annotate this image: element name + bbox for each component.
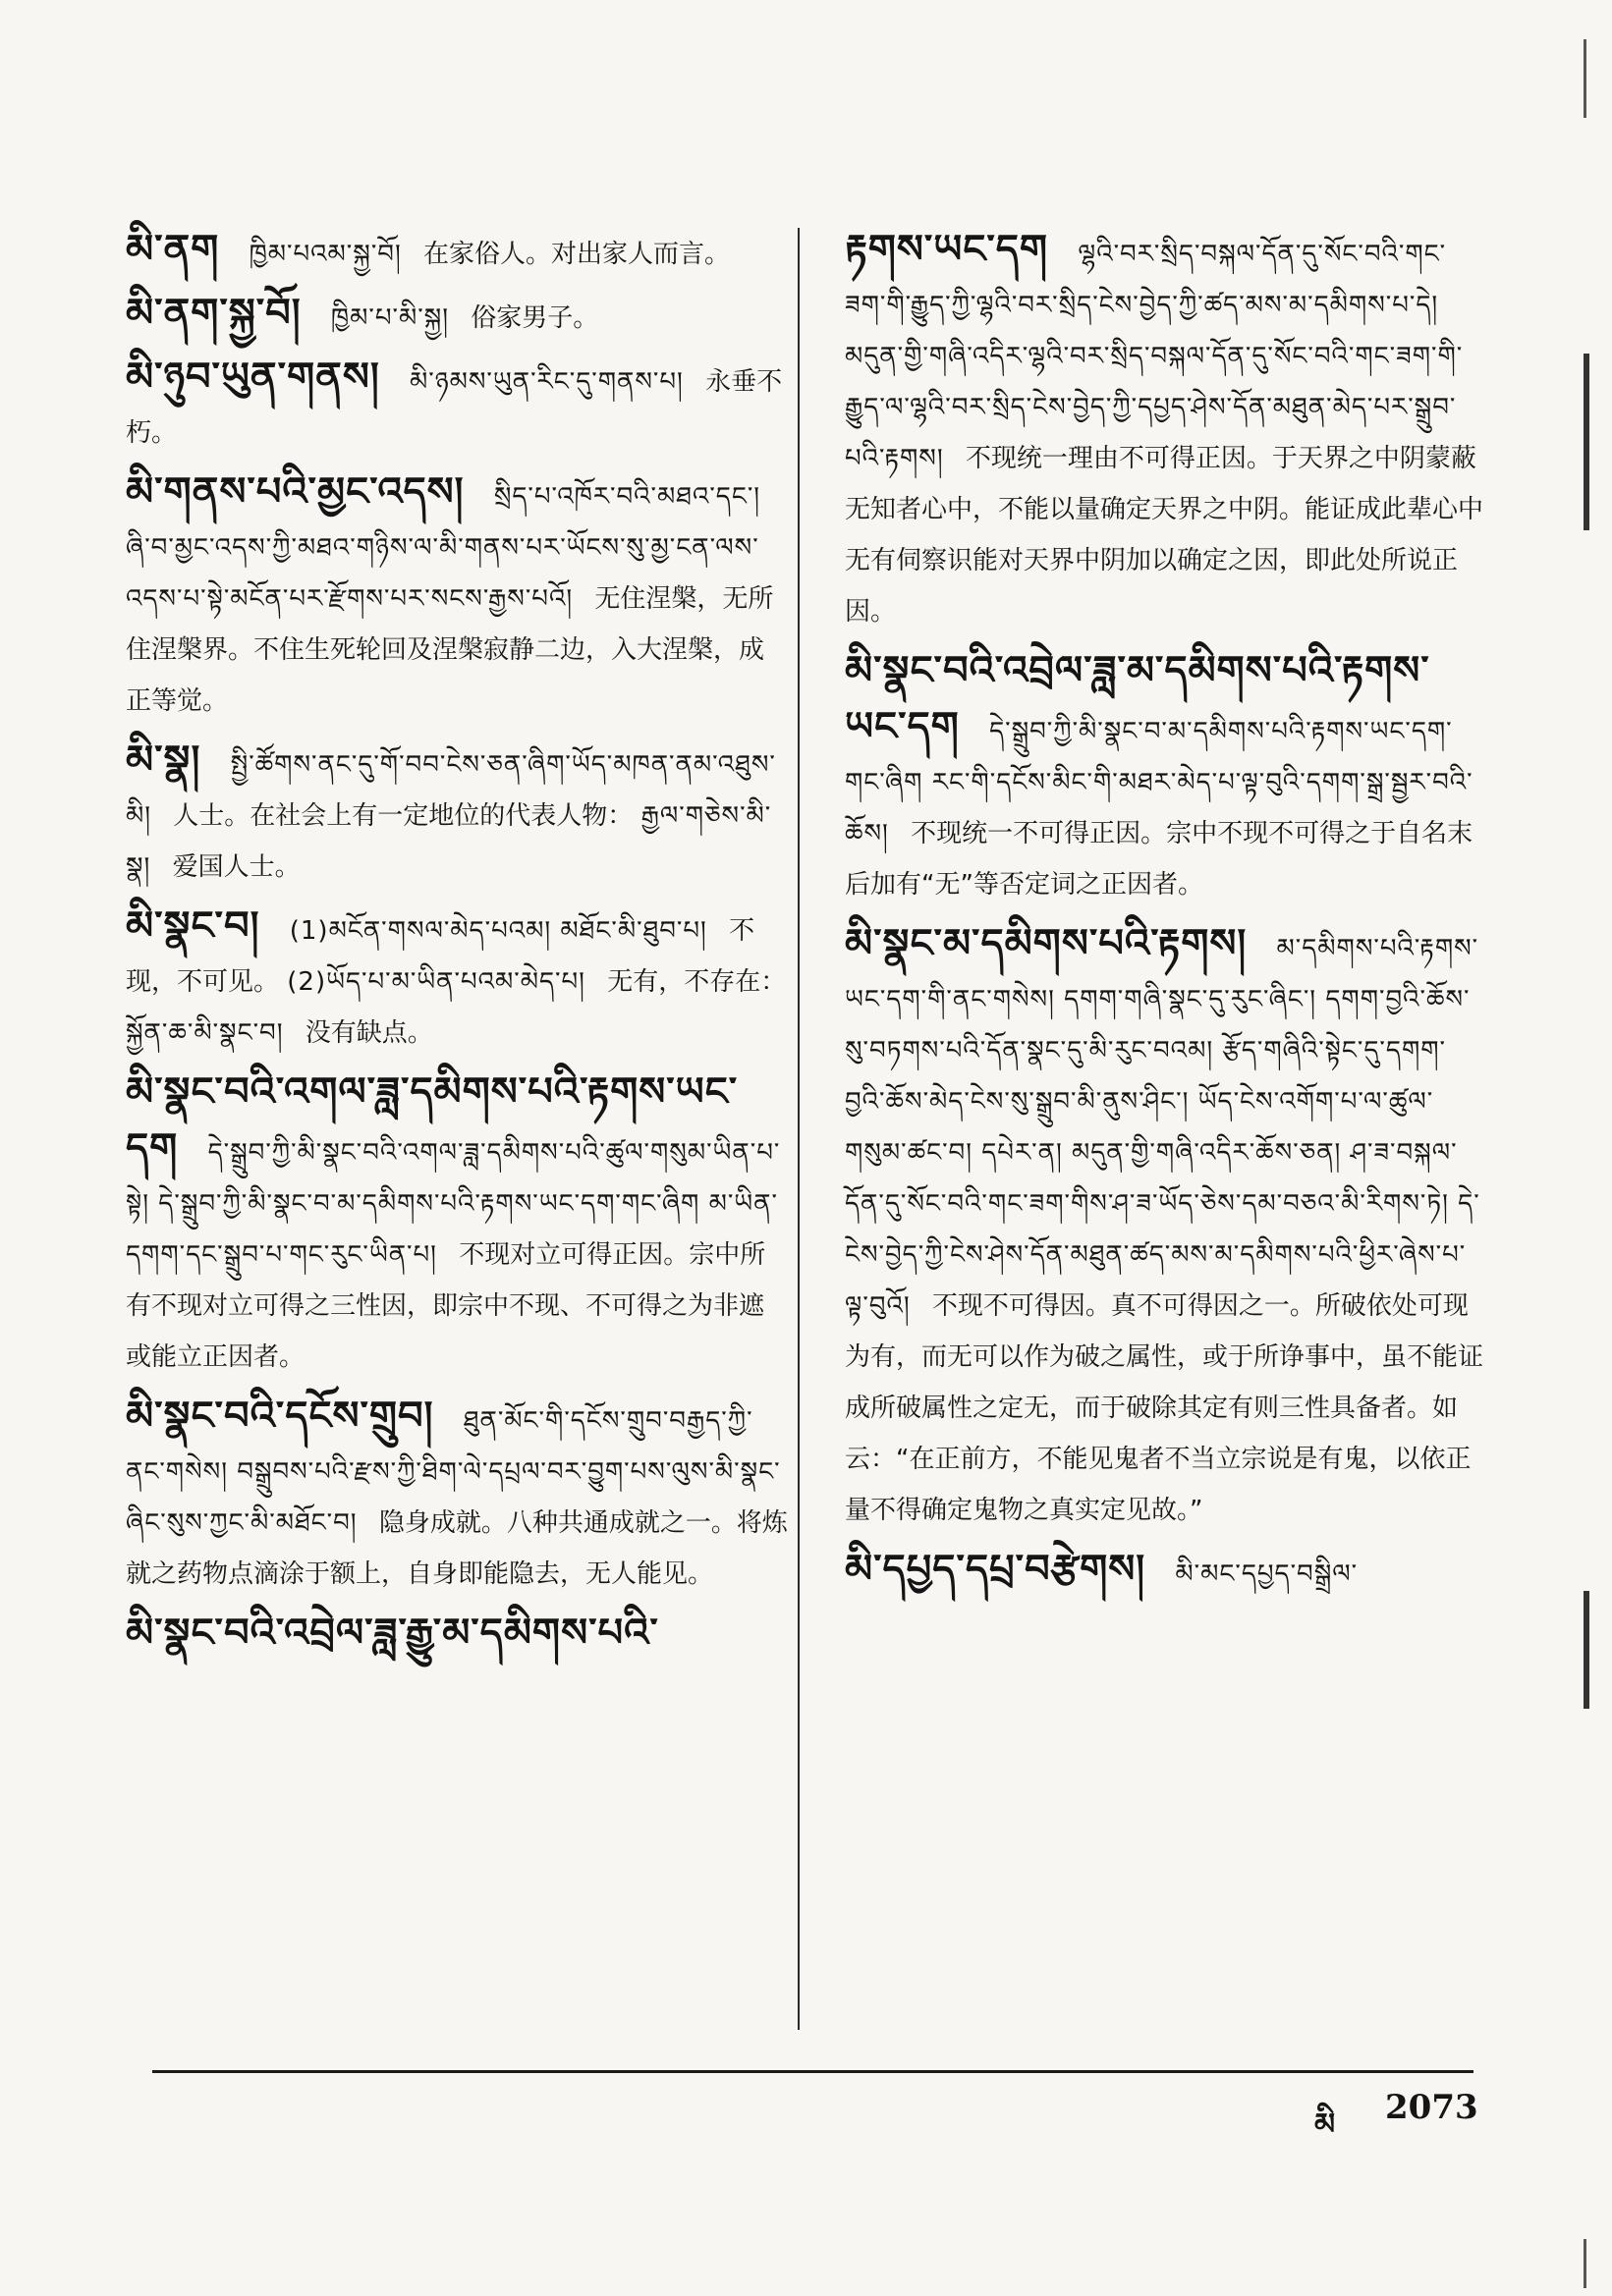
entry-tibetan-definition: དེ་སྒྲུབ་ཀྱི་མི་སྣང་བའི་འགལ་ཟླ་དམིགས་པའི་ཚུལ་གསུམ་ཡིན་པ་སྟེ། དེ་སྒྲུབ་ཀྱི་མི་སྣང་བ་མ་དམིགས་པའི་རྟགས་ཡང་དག་གང་ཞིག མ་ཡིན་དགག་དང་སྒྲུབ་པ་གང་རུང་ཡིན་པ། [126, 1138, 781, 1270]
entry-headword: མི་སྣང་བའི་འབྲེལ་ཟླ་མ་དམིགས་པའི་རྟགས་ཡང་དག [845, 648, 1430, 749]
dictionary-entry [126, 1066, 789, 1383]
entry-example-translation: 爱国人士。 [172, 852, 301, 882]
dictionary-entry [845, 645, 1483, 910]
entry-chinese-definition: 人士。在社会上有一定地位的代表人物： [173, 801, 634, 831]
entry-headword: མི་སྣང་བ། [126, 903, 260, 949]
entry-chinese-definition: 不现统一理由不可得正因。于天界之中阴蒙蔽无知者心中，不能以量确定天界之中阴。能证成此辈心中无有伺察识能对天界中阴加以确定之因，即此处所说正因。 [845, 444, 1484, 627]
dictionary-entry [126, 466, 789, 727]
entry-tibetan-definition: ཁྱིམ་པའམ་སྐྱ་བོ། [249, 240, 402, 269]
entry-tibetan-definition: ཁྱིམ་པ་མི་སྐྱ། [330, 303, 449, 333]
right-column [845, 224, 1483, 1608]
entry-example-translation: 没有缺点。 [305, 1018, 433, 1048]
column-divider [798, 228, 800, 2030]
dictionary-entry [845, 224, 1483, 637]
scan-edge-mark [1584, 2239, 1586, 2288]
entry-example: རྒྱལ་གཅེས་མི་སྣ། [126, 801, 772, 882]
entry-chinese-definition: 隐身成就。八种共通成就之一。将炼就之药物点滴涂于额上，自身即能隐去，无人能见。 [126, 1508, 788, 1589]
entry-tibetan-definition: མ་དམིགས་པའི་རྟགས་ཡང་དག་གི་ནང་གསེས། དགག་གཞི་སྣང་དུ་རུང་ཞིང་། དགག་བྱའི་ཆོས་སུ་བཏགས་པའི་དོན་སྣང་དུ་མི་རུང་བའམ། རྩོད་གཞིའི་སྟེང་དུ་དགག་བྱའི་ཆོས་མེད་ངེས་སུ་སྒྲུབ་མི་ནུས་ཤིང་། ཡོད་ངེས་འགོག་པ་ལ་ཚུལ་གསུམ་ཚང་བ། དཔེར་ན། མདུན་གྱི་གཞི་འདིར་ཆོས་ཅན། ཤ་ཟ་བསྐལ་དོན་དུ་སོང་བའི་གང་ཟག་གིས་ཤ་ཟ་ཡོད་ཅེས་དམ་བཅའ་མི་རིགས་ཏེ། དེ་ངེས་བྱེད་ཀྱི་ངེས་ཤེས་དོན་མཐུན་ཚད་མས་མ་དམིགས་པའི་ཕྱིར་ཞེས་པ་ལྟ་བུའོ། [845, 934, 1480, 1321]
page-number: 2073 [1385, 2088, 1478, 2127]
entry-headword: མི་ནག་སྐྱ་བོ། [126, 291, 302, 336]
entry-chinese-definition: 不现对立可得正因。宗中所有不现对立可得之三性因，即宗中不现、不可得之为非遮或能立正因者。 [126, 1240, 766, 1372]
entry-chinese-definition: 永垂不朽。 [126, 367, 783, 448]
dictionary-entry [126, 1391, 789, 1600]
scan-edge-mark [1584, 354, 1589, 530]
dictionary-entry [845, 918, 1483, 1536]
entry-headword: མི་སྣང་བའི་དངོས་གྲུབ། [126, 1394, 434, 1439]
section-letter: མི [1314, 2107, 1336, 2142]
entry-chinese-definition: 不现，不可见。 [126, 916, 755, 997]
entry-headword: མི་དཔྱད་དཔྲ་བརྩེགས། [845, 1547, 1146, 1592]
entry-tibetan-definition: དེ་སྒྲུབ་ཀྱི་མི་སྣང་བ་མ་དམིགས་པའི་རྟགས་ཡང་དག་གང་ཞིག རང་གི་དངོས་མིང་གི་མཐར་མེད་པ་ལྟ་བུའི་དགག་སྒྲ་སྦྱར་བའི་ཆོས། [845, 717, 1473, 848]
entry-tibetan-definition: ཐུན་མོང་གི་དངོས་གྲུབ་བརྒྱད་ཀྱི་ནང་གསེས། བསྒྲུབས་པའི་རྫས་ཀྱི་ཐིག་ལེ་དཔྲལ་བར་བྱུག་པས་ལུས་མི་སྣང་ཞིང་སུས་ཀྱང་མི་མཐོང་བ། [126, 1406, 781, 1538]
dictionary-entry [126, 735, 789, 893]
entry-headword: མི་ཉུབ་ཡུན་གནས། [126, 355, 380, 400]
entry-tibetan-definition: སྲིད་པ་འཁོར་བའི་མཐའ་དང་། ཞི་བ་མྱང་འདས་ཀྱི་མཐའ་གཉིས་ལ་མི་གནས་པར་ཡོངས་སུ་མྱ་ངན་ལས་འདས་པ་སྟེ་མངོན་པར་རྫོགས་པར་སངས་རྒྱས་པའོ། [126, 482, 761, 614]
entry-headword: མི་གནས་པའི་མྱང་འདས། [126, 469, 465, 515]
entry-headword: མི་སྣ། [126, 738, 201, 783]
entry-headword: རྟགས་ཡང་དག [845, 227, 1049, 272]
dictionary-entry [126, 288, 789, 344]
entry-tibetan-definition: སྤྱི་ཚོགས་ནང་དུ་གོ་བབ་ངེས་ཅན་ཞིག་ཡོད་མཁན་ནམ་འཐུས་མི། [126, 750, 776, 831]
entry-tibetan-definition: (2)ཡོད་པ་མ་ཡིན་པའམ་མེད་པ། [287, 967, 585, 997]
entry-headword: མི་སྣང་བའི་འབྲེལ་ཟླ་རྒྱུ་མ་དམིགས་པའི་ [126, 1611, 659, 1656]
dictionary-entry [126, 1608, 789, 1664]
entry-headword: མི་སྣང་མ་དམིགས་པའི་རྟགས། [845, 921, 1248, 966]
entry-headword: མི་སྣང་བའི་འགལ་ཟླ་དམིགས་པའི་རྟགས་ཡང་དག [126, 1069, 739, 1171]
footer-rule [152, 2070, 1473, 2073]
entry-example: སྐྱོན་ཆ་མི་སྣང་བ། [126, 1018, 284, 1048]
scan-edge-mark [1584, 39, 1586, 118]
entry-chinese-definition: 不现统一不可得正因。宗中不现不可得之于自名末后加有“无”等否定词之正因者。 [845, 819, 1473, 900]
scan-edge-mark [1584, 1591, 1589, 1709]
dictionary-entry [845, 1544, 1483, 1600]
entry-tibetan-definition: ལྷའི་བར་སྲིད་བསྐལ་དོན་དུ་སོང་བའི་གང་ཟག་གི་རྒྱུད་ཀྱི་ལྷའི་བར་སྲིད་ངེས་བྱེད་ཀྱི་ཚད་མས་མ་དམིགས་པ་དེ། མདུན་གྱི་གཞི་འདིར་ལྷའི་བར་སྲིད་བསྐལ་དོན་དུ་སོང་བའི་གང་ཟག་གི་རྒྱུད་ལ་ལྷའི་བར་སྲིད་ངེས་བྱེད་ཀྱི་དཔྱད་ཤེས་དོན་མཐུན་མེད་པར་སྒྲུབ་པའི་རྟགས། [845, 240, 1464, 473]
dictionary-entry [126, 901, 789, 1059]
entry-tibetan-definition: (1)མངོན་གསལ་མེད་པའམ། མཐོང་མི་ཐུབ་པ། [289, 916, 707, 946]
left-column [126, 224, 789, 1671]
entry-chinese-definition: 无住涅槃，无所住涅槃界。不住生死轮回及涅槃寂静二边，入大涅槃，成正等觉。 [126, 584, 774, 716]
entry-headword: མི་ནག [126, 227, 220, 272]
entry-tibetan-definition: མི་མང་དཔྱད་བསྒྲིལ་ [1175, 1559, 1359, 1589]
dictionary-entry [126, 352, 789, 459]
entry-chinese-definition: 在家俗人。对出家人而言。 [422, 240, 730, 269]
dictionary-entry [126, 224, 789, 280]
entry-chinese-definition: 不现不可得因。真不可得因之一。所破依处可现为有，而无可以作为破之属性，或于所诤事中，虽不能证成所破属性之定无，而于破除其定有则三性具备者。如云：“在正前方，不能见鬼者不当立宗说是有鬼，以依正量不得确定鬼物之真实定见故。” [845, 1291, 1484, 1525]
entry-chinese-definition: 俗家男子。 [471, 303, 599, 333]
entry-chinese-definition: 无有，不存在： [607, 967, 787, 997]
entry-tibetan-definition: མི་ཉམས་ཡུན་རིང་དུ་གནས་པ། [410, 367, 684, 397]
